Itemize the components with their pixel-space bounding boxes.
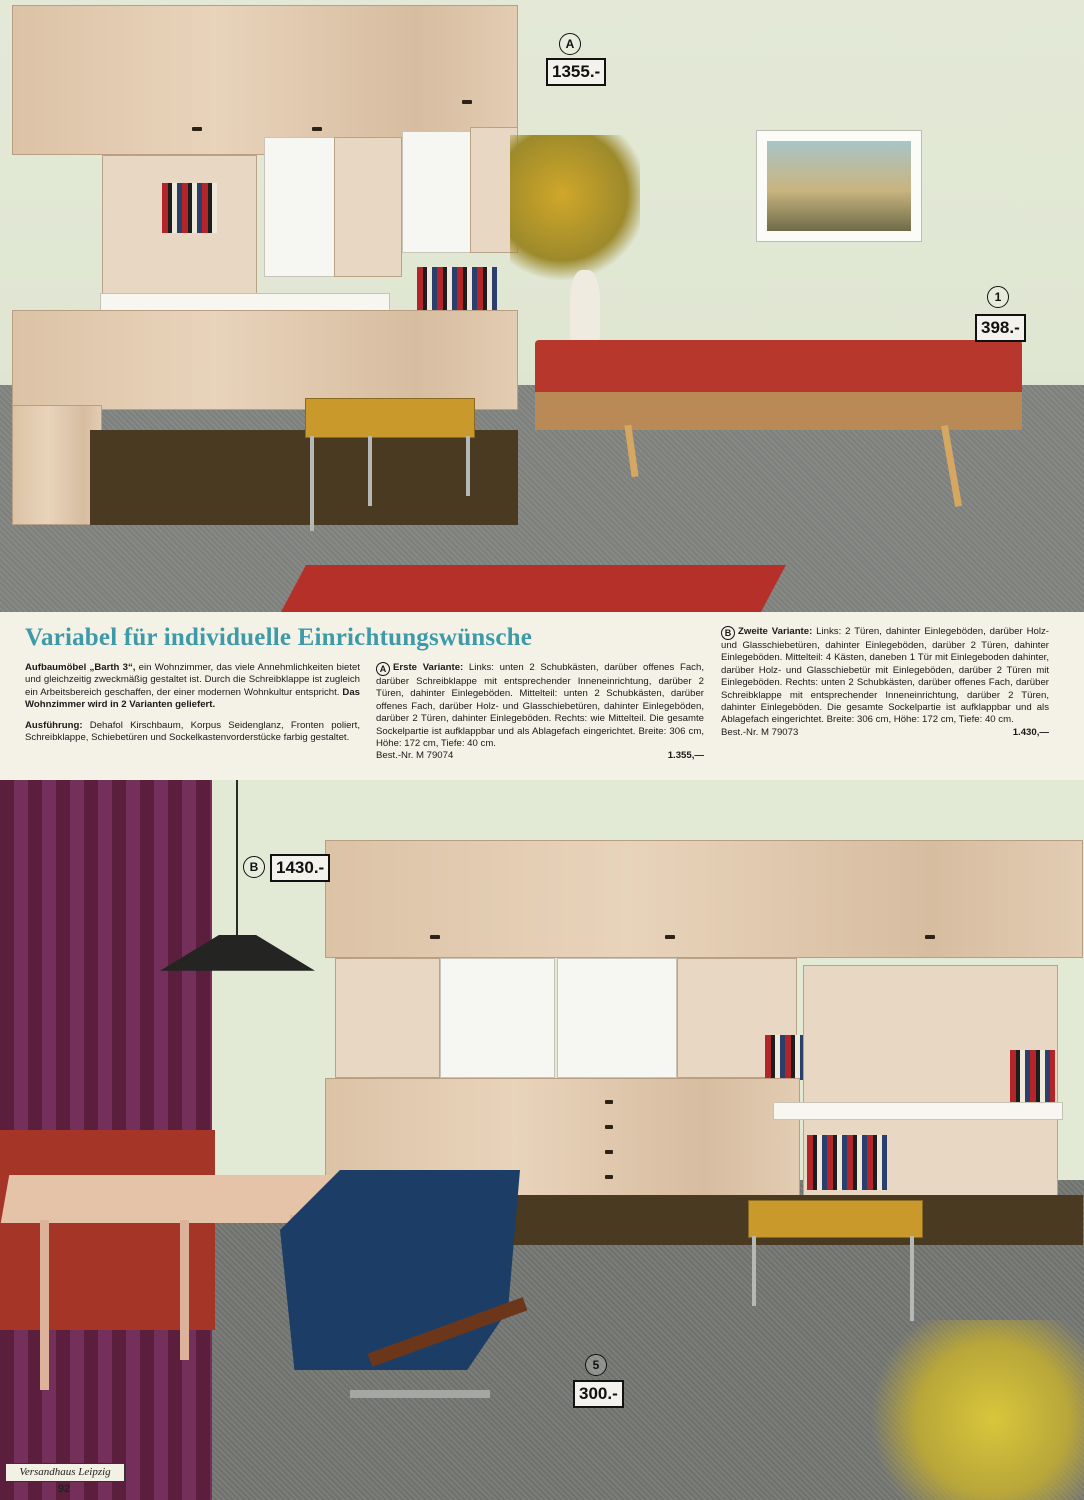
variant-a-column xyxy=(376,662,704,763)
price-tag-398: 398.- xyxy=(975,314,1026,342)
daybed-cushion xyxy=(535,340,1022,400)
sliding-door xyxy=(264,137,336,277)
publisher-label: Versandhaus Leipzig xyxy=(5,1463,125,1482)
variant-a-order-number: Best.-Nr. M 79074 xyxy=(376,750,454,762)
variant-b-marker: B xyxy=(721,626,735,640)
blue-armchair xyxy=(280,1170,520,1370)
writing-flap xyxy=(773,1102,1063,1120)
photo-living-room-variant-b xyxy=(0,780,1084,1500)
variant-a-price: 1.355,— xyxy=(667,750,704,762)
page-headline: Variabel für individuelle Einrichtungswünsche xyxy=(25,624,533,651)
vase xyxy=(570,270,600,345)
variant-a-label: Erste Variante: xyxy=(393,662,464,673)
red-rug xyxy=(274,565,786,612)
plinth xyxy=(90,430,518,525)
open-compartment-left xyxy=(102,155,257,315)
books xyxy=(162,183,217,233)
books xyxy=(807,1135,887,1190)
upper-cabinets xyxy=(325,840,1083,958)
stool-top xyxy=(748,1200,923,1238)
wall-picture xyxy=(756,130,922,242)
wood-sliding-door xyxy=(557,958,677,1078)
price-tag-1430: 1430.- xyxy=(270,854,330,882)
books xyxy=(765,1035,803,1080)
product-name: Aufbaumöbel „Barth 3“, xyxy=(25,662,136,673)
books xyxy=(1010,1050,1055,1105)
yellow-flowers xyxy=(510,135,640,285)
item-marker-5: 5 xyxy=(585,1354,607,1376)
intro-text: ein Wohnzimmer, das viele Annehmlichkeiten bietet und gleichzeitig zweckmäßig gestaltet ist. Durch die Schreibklappe ist zugleich ein Arbeitsbereich geschaffen, der einer modernen Wohnkultur entspricht. xyxy=(25,662,360,698)
variant-b-column xyxy=(721,626,1049,739)
page-number: 92 xyxy=(58,1483,71,1495)
glass-sliding-door xyxy=(440,958,555,1078)
variant-b-label: Zweite Variante: xyxy=(738,626,813,637)
variant-b-order-number: Best.-Nr. M 79073 xyxy=(721,726,799,738)
variant-a-marker: A xyxy=(376,662,390,676)
price-tag-300: 300.- xyxy=(573,1380,624,1408)
lower-cabinets xyxy=(12,310,518,410)
item-marker-1: 1 xyxy=(987,286,1009,308)
yellow-flowers xyxy=(855,1320,1084,1500)
execution-label: Ausführung: xyxy=(25,719,83,731)
armchair-swivel-base xyxy=(350,1390,490,1398)
intro-column xyxy=(25,662,360,752)
variants-note: Das Wohnzimmer wird in 2 Varianten geliefert. xyxy=(25,686,360,711)
lamp-cord xyxy=(236,780,238,935)
daybed-frame xyxy=(535,392,1022,430)
open-compartment-left xyxy=(335,958,440,1078)
variant-b-text: Links: 2 Türen, dahinter Einlegeböden, darüber Holz- und Glasschiebetüren, dahinter Einlegeböden, darüber 2 Türen, dahinter Einlegeböden. Mittelteil: 4 Kästen, daneben 1 Tür mit Einlegeboden dahinter, darüber Holz- und Glasschiebetür mit Einlegeböden, darüber 2 Türen mit Einlegeböden. Rechts: unten 2 Schubkästen, darüber offenes Fach, darüber Schreibklappe mit entsprechender Inneneinrichtung, darüber 2 Türen, dahinter Einlegeböden. Die gesamte Sockelpartie ist aufklappbar und als Ablagefach eingerichtet. Breite: 306 cm, Höhe: 172 cm, Tiefe: 40 cm. xyxy=(721,626,1049,726)
wall-unit-a xyxy=(12,5,518,525)
price-tag-1355: 1355.- xyxy=(546,58,606,86)
variant-b-price: 1.430,— xyxy=(1012,726,1049,738)
item-marker-b: B xyxy=(243,856,265,878)
sliding-door-right xyxy=(402,131,472,253)
writing-flap xyxy=(100,293,390,311)
item-marker-a: A xyxy=(559,33,581,55)
open-compartment-middle xyxy=(334,137,402,277)
left-side-panel xyxy=(12,405,102,525)
execution-text: Dehafol Kirschbaum, Korpus Seidenglanz, Fronten poliert, Schreibklappe, Schiebetüren und Sockelkastenvorderstücke farbig gestaltet. xyxy=(25,719,360,744)
stool-top xyxy=(305,398,475,438)
description-section xyxy=(0,612,1084,780)
variant-a-text: Links: unten 2 Schubkästen, darüber offenes Fach, darüber Schreibklappe mit entsprechender Inneneinrichtung, darüber 2 Türen, dahinter Einlegeböden. Mittelteil: unten 2 Schubkästen, darüber offenes Fach, darüber Holz- und Glasschiebetüren, dahinter Einlegeböden, darüber 2 Türen, dahinter Einlegeböden. Rechts: wie Mittelteil. Die gesamte Sockelpartie ist aufklappbar und als Ablagefach eingerichtet. Breite: 306 cm, Höhe: 172 cm, Tiefe: 40 cm. xyxy=(376,662,704,750)
photo-living-room-variant-a xyxy=(0,0,1084,612)
